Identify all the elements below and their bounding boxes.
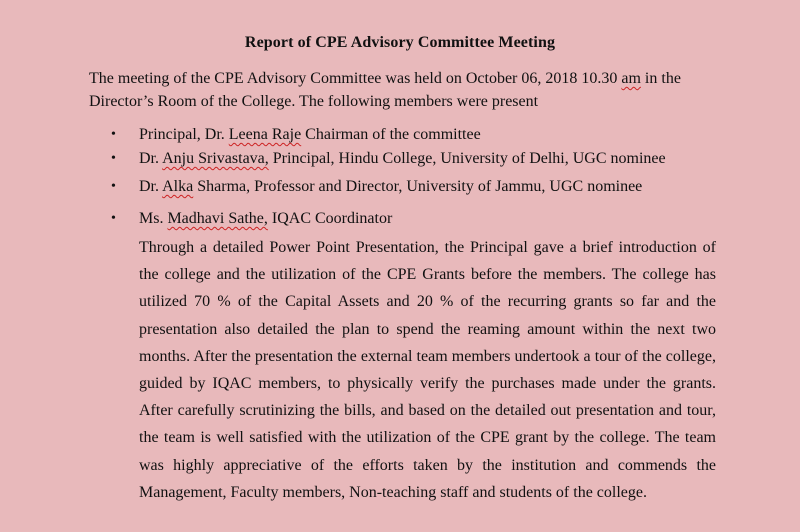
list-item bbox=[111, 177, 642, 197]
list-item bbox=[111, 149, 666, 169]
member-prefix: Dr. bbox=[139, 178, 163, 195]
member-name: Anju Srivastava, bbox=[162, 150, 269, 167]
intro-line-2: Director’s Room of the College. The following members were present bbox=[89, 93, 539, 110]
bullet-icon: • bbox=[111, 211, 116, 226]
member-role: Chairman of the committee bbox=[301, 126, 481, 143]
member-role: Principal, Hindu College, University of Delhi, UGC nominee bbox=[268, 150, 666, 167]
member-prefix: Principal, Dr. bbox=[139, 126, 229, 143]
intro-text: The meeting of the CPE Advisory Committee was held on October 06, 2018 10.30 bbox=[89, 70, 622, 87]
intro-text-end: in the bbox=[640, 70, 681, 87]
report-title: Report of CPE Advisory Committee Meeting bbox=[244, 34, 556, 51]
member-prefix: Dr. bbox=[139, 150, 163, 167]
bullet-icon: • bbox=[111, 127, 116, 142]
bullet-icon: • bbox=[111, 151, 116, 166]
member-name: Alka bbox=[162, 178, 194, 195]
list-item bbox=[111, 209, 392, 229]
intro-paragraph bbox=[89, 67, 729, 113]
member-name: Leena Raje bbox=[228, 126, 302, 143]
member-role: IQAC Coordinator bbox=[267, 210, 393, 227]
intro-line-1 bbox=[89, 67, 729, 90]
summary-paragraph: Through a detailed Power Point Presentation, the Principal gave a brief introduction of the college and the utilization of the CPE Grants before the members. The college has utilized 70 % of the Capital Assets and 20 % of the recurring grants so far and the presentation also detailed the plan to spend the reaming amount within the next two months. After the presentation the external team members undertook a tour of the college, guided by IQAC members, to physically verify the purchases made under the grants. After carefully scrutinizing the bills, and based on the detailed out presentation and tour, the team is well satisfied with the utilization of the CPE grant by the college. The team was highly appreciative of the efforts taken by the institution and commends the Management, Faculty members, Non-teaching staff and students of the college. bbox=[139, 239, 716, 501]
bullet-icon: • bbox=[111, 179, 116, 194]
list-item bbox=[111, 125, 481, 145]
member-name: Madhavi Sathe, bbox=[167, 210, 268, 227]
member-prefix: Ms. bbox=[139, 210, 168, 227]
intro-time-suffix: am bbox=[621, 70, 641, 87]
member-role: Sharma, Professor and Director, University of Jammu, UGC nominee bbox=[193, 178, 643, 195]
